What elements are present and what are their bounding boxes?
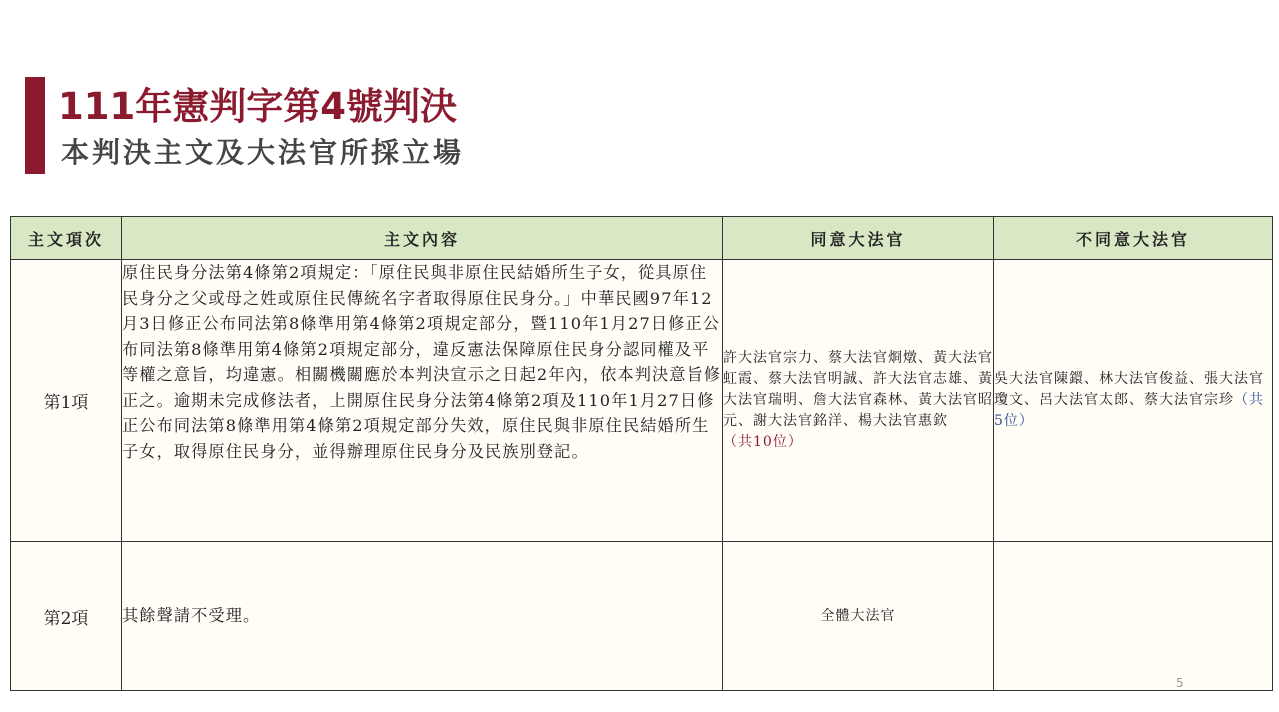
slide-title: 111年憲判字第4號判決 xyxy=(58,85,457,128)
agree-cell xyxy=(723,260,994,542)
page-number: 5 xyxy=(1176,676,1184,690)
table-row xyxy=(11,542,1273,691)
table-header-row xyxy=(11,217,1273,260)
agree-cell: 全體大法官 xyxy=(723,542,994,691)
content-text: 原住民身分法第4條第2項規定：「原住民與非原住民結婚所生子女，從具原住民身分之父或母之姓或原住民傳統名字者取得原住民身分。」中華民國97年12月3日修正公布同法第8條準用第4條第2項規定部分，暨110年1月27日修正公布同法第8條準用第4條第2項規定部分，違反憲法保障原住民身分認同權及平等權之意旨，均違憲。相關機關應於本判決宣示之日起2年內，依本判決意旨修正之。逾期未完成修法者，上開原住民身分法第4條第2項及110年1月27日修正公布同法第8條準用第4條第2項規定部分失效，原住民與非原住民結婚所生子女，取得原住民身分，並得辦理原住民身分及民族別登記。 xyxy=(122,263,722,461)
slide-subtitle: 本判決主文及大法官所採立場 xyxy=(61,136,465,169)
disagree-cell xyxy=(994,260,1273,542)
header-agree: 同意大法官 xyxy=(723,217,994,260)
header-content: 主文內容 xyxy=(122,217,723,260)
agree-count: （共10位） xyxy=(723,434,803,450)
title-accent-bar xyxy=(25,77,45,174)
disagree-count: （共5位） xyxy=(994,392,1264,429)
judgment-table xyxy=(10,216,1273,691)
item-cell: 第2項 xyxy=(11,542,122,691)
agree-justices: 許大法官宗力、蔡大法官烱燉、黃大法官虹霞、蔡大法官明誠、許大法官志雄、黃大法官瑞明、詹大法官森林、黃大法官昭元、謝大法官銘洋、楊大法官惠欽 xyxy=(723,350,993,429)
disagree-cell xyxy=(994,542,1273,691)
header-disagree: 不同意大法官 xyxy=(994,217,1273,260)
item-cell: 第1項 xyxy=(11,260,122,542)
table-row xyxy=(11,260,1273,542)
header-item: 主文項次 xyxy=(11,217,122,260)
content-cell xyxy=(122,260,723,542)
disagree-justices: 吳大法官陳鐶、林大法官俊益、張大法官瓊文、呂大法官太郎、蔡大法官宗珍 xyxy=(994,371,1264,408)
content-cell: 其餘聲請不受理。 xyxy=(122,542,723,691)
